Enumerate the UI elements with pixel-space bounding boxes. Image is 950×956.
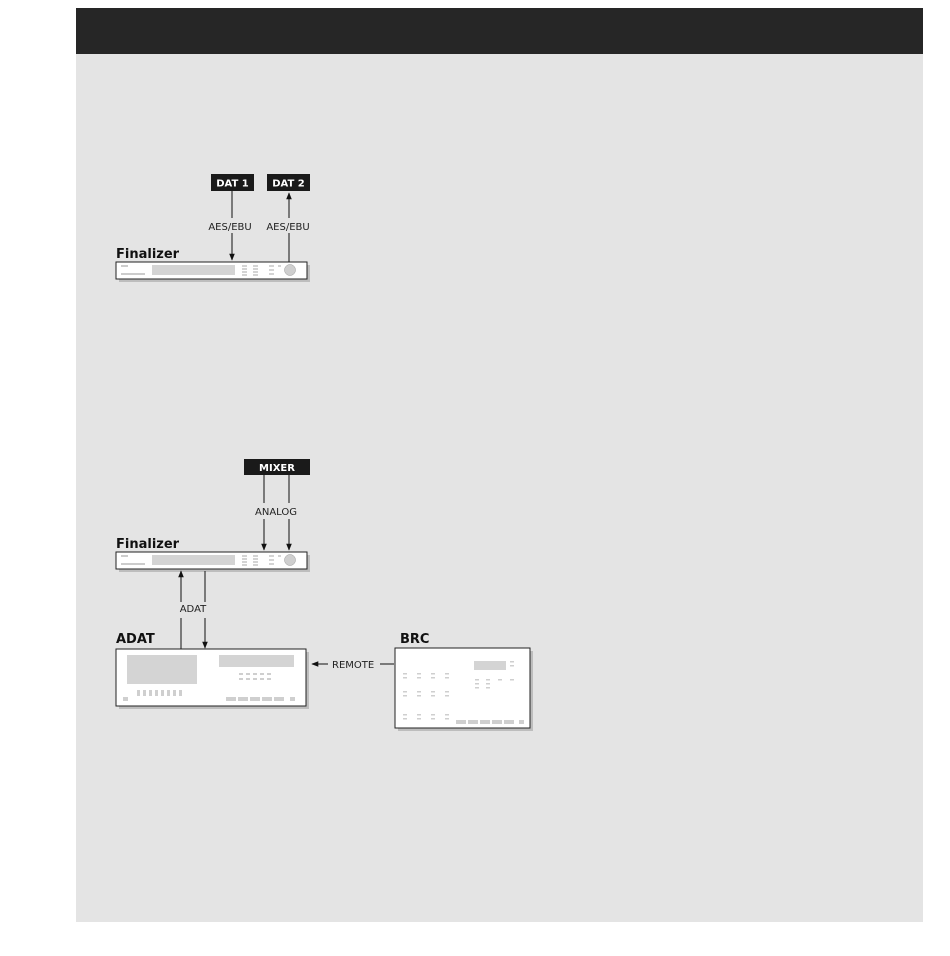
mixer-label: MIXER [259, 463, 295, 474]
brc-unit [395, 648, 533, 731]
aes-ebu-label-2: AES/EBU [266, 222, 310, 233]
finalizer-title-2: Finalizer [116, 537, 180, 552]
dat1-label: DAT 1 [216, 178, 249, 190]
remote-label: REMOTE [332, 660, 375, 671]
analog-label: ANALOG [255, 507, 297, 518]
adat-unit [116, 649, 309, 709]
adat-title: ADAT [116, 632, 155, 647]
diagram-dat-setup [116, 174, 310, 282]
diagram-adat-setup [116, 459, 533, 731]
finalizer-unit-1 [116, 262, 310, 282]
aes-ebu-label-1: AES/EBU [208, 222, 252, 233]
dat2-label: DAT 2 [272, 178, 305, 190]
adat-connection-label: ADAT [179, 604, 207, 615]
finalizer-unit-2 [116, 552, 310, 572]
finalizer-title-1: Finalizer [116, 247, 180, 262]
brc-title: BRC [400, 632, 430, 647]
